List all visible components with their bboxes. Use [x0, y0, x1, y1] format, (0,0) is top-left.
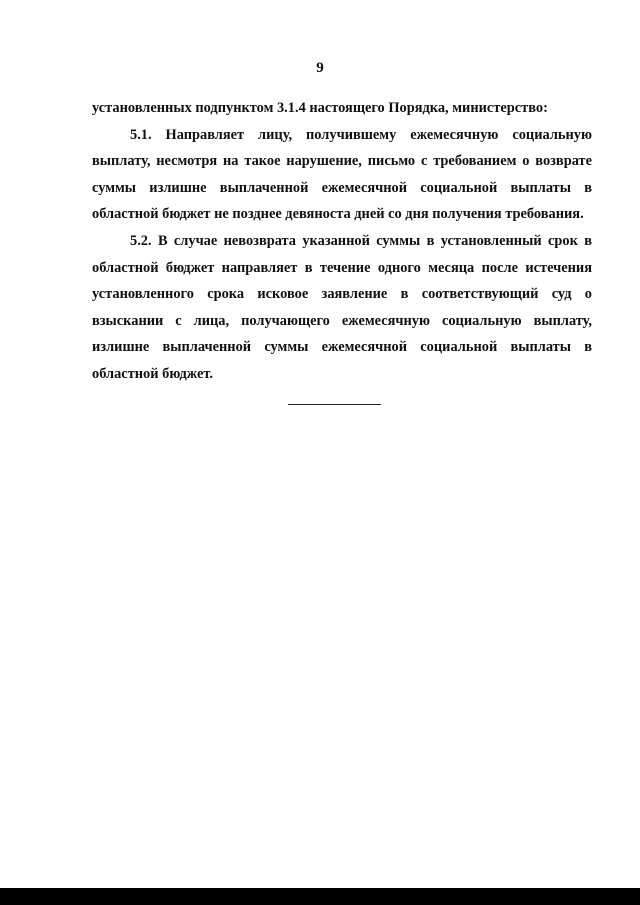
- paragraph-5-1: 5.1. Направляет лицу, получившему ежемесячную социальную выплату, несмотря на такое нарушение, письмо с требованием о возврате суммы излишне выплаченной ежемесячной социальной выплаты в областной бюджет не позднее девяноста дней со дня получения требования.: [92, 126, 592, 223]
- paragraph-intro: установленных подпунктом 3.1.4 настоящего Порядка, министерство:: [92, 100, 548, 116]
- paragraph-5-2: 5.2. В случае невозврата указанной суммы в установленный срок в областной бюджет направляет в течение одного месяца после истечения установленного срока исковое заявление в соответствующий суд о взыскании с лица, получающего ежемесячную социальную выплату, излишне выплаченной суммы ежемесячной социальной выплаты в областной бюджет.: [92, 232, 592, 382]
- end-divider-line: [288, 404, 381, 405]
- page-body: [92, 95, 592, 388]
- scan-bottom-edge: [0, 888, 640, 905]
- page-number: 9: [316, 60, 324, 76]
